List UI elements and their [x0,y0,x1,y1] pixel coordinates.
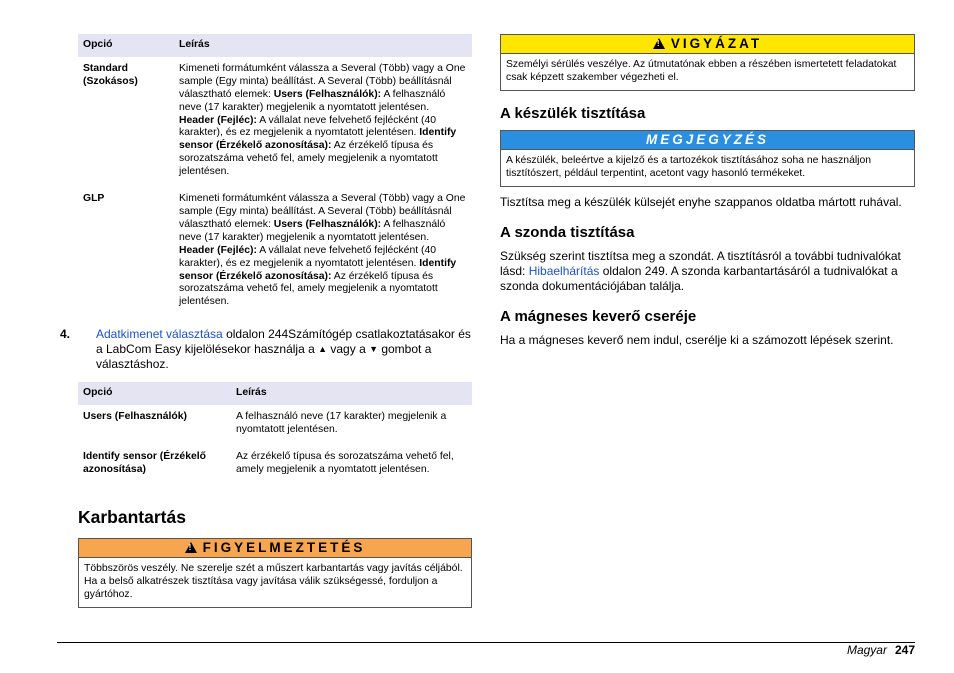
footer-divider [57,642,915,643]
probe-text: oldalon 249. A szonda karbantartásáról a tudnivalókat a szonda dokumentációjában találja. [500,264,898,293]
options-table-output-format [78,34,472,317]
option-name: Identify sensor (Érzékelő azonosítása) [83,450,206,475]
option-description [174,57,472,187]
footer-language: Magyar [846,643,887,657]
description-bold: Header (Fejléc): [179,244,257,256]
table-row [78,187,472,317]
table-header-row [78,382,472,405]
table-header-option: Opció [78,34,174,57]
stirrer-text: Ha a mágneses keverő nem indul, cserélje ki a számozott lépések szerint. [500,333,894,347]
up-arrow-icon: ▲ [318,344,328,355]
options-table-selection [78,382,472,485]
option-name: Users (Felhasználók) [83,411,187,423]
procedure-step-4 [60,327,472,372]
step-text: vagy a [327,342,370,357]
device-cleaning-text: Tisztítsa meg a készülék külsejét enyhe szappanos oldatba mártott ruhával. [500,195,902,209]
data-output-link[interactable]: Adatkimenet választása [96,327,223,342]
section-title-device-cleaning: A készülék tisztítása [500,105,646,122]
warning-header [79,539,471,558]
option-description: A felhasználó neve (17 karakter) megjelenik a nyomtatott jelentésen. [236,411,447,436]
troubleshooting-link[interactable]: Hibaelhárítás [528,264,600,278]
option-description: Az érzékelő típusa és sorozatszáma vehető fel, amely megjelenik a nyomtatott jelentésen. [236,450,454,475]
step-text: gombot a választáshoz. [96,342,432,372]
down-arrow-icon: ▼ [369,344,378,355]
description-text: A felhasználó neve (17 karakter) megjelenik a nyomtatott jelentésen. [179,218,446,243]
step-text: oldalon 244Számítógép csatlakoztatásakor és a LabCom Easy kijelölésekor használja a [96,327,471,357]
description-bold: Identify sensor (Érzékelő azonosítása): [179,127,457,152]
caution-box [500,34,915,91]
note-header: MEGJEGYZÉS [501,131,914,150]
caution-label: VIGYÁZAT [670,36,763,51]
caution-text: Személyi sérülés veszélye. Az útmutatónak ebben a részében ismertetett feladatokat csak képzett szakember végezheti el. [506,59,897,83]
note-text: A készülék, beleértve a kijelző és a tartozékok tisztításához soha ne használjon tisztítószert, például terpentint, acetont vagy hasonló termékeket. [506,155,872,179]
section-title-stirrer-replacement: A mágneses keverő cseréje [500,308,697,325]
note-box [500,130,915,187]
probe-cleaning-text [500,249,915,294]
option-description [174,187,472,317]
description-bold: Users (Felhasználók): [273,88,382,100]
section-title-maintenance: Karbantartás [78,506,186,527]
warning-triangle-icon [653,38,665,49]
step-number: 4. [60,327,71,342]
description-bold: Identify sensor (Érzékelő azonosítása): [179,257,457,282]
right-column [500,34,915,348]
table-header-description: Leírás [174,34,472,57]
section-title-probe-cleaning: A szonda tisztítása [500,224,635,241]
table-header-description: Leírás [231,382,472,405]
description-text: Az érzékelő típusa és sorozatszáma vehető fel, amely megjelenik a nyomtatott jelentésen. [179,140,438,178]
probe-text: Szükség szerint tisztítsa meg a szondát. A tisztításról a további tudnivalókat lásd: [500,249,901,278]
table-header-option: Opció [78,382,231,405]
page-footer [847,643,915,657]
description-text: A felhasználó neve (17 karakter) megjelenik a nyomtatott jelentésen. [179,88,446,113]
description-bold: Users (Felhasználók): [273,218,382,230]
table-header-row [78,34,472,57]
warning-label: FIGYELMEZTETÉS [202,539,366,555]
description-text: A vállalat neve felvehető fejlécként (40 karakter), és ez megjelenik a nyomtatott jelentésen. [179,114,437,139]
option-name: GLP [83,193,105,205]
table-row [78,405,472,445]
description-text: A vállalat neve felvehető fejlécként (40 karakter), és ez megjelenik a nyomtatott jelentésen. [179,244,437,269]
caution-header [501,35,914,54]
table-row [78,445,472,485]
description-text: Kimeneti formátumként válassza a Several (Több) vagy a One sample (Egy minta) beállítást. A Several (Több) beállításnál választható elemek: [179,62,466,100]
page-number: 247 [894,643,915,657]
warning-text: Többszörös veszély. Ne szerelje szét a műszert karbantartás vagy javítás céljából. Ha a belső alkatrészek tisztítása vagy javítása válik szükségessé, forduljon a gyártóhoz. [84,562,463,600]
warning-box [78,538,472,608]
description-text: Az érzékelő típusa és sorozatszáma vehető fel, amely megjelenik a nyomtatott jelentésen. [179,270,438,308]
left-column [60,34,472,608]
option-name: Standard (Szokásos) [83,62,138,87]
table-row [78,57,472,187]
warning-triangle-icon [185,542,197,553]
description-text: Kimeneti formátumként válassza a Several (Több) vagy a One sample (Egy minta) beállítást. A Several (Több) beállításnál választható elemek: [179,193,466,230]
description-bold: Header (Fejléc): [179,114,257,126]
